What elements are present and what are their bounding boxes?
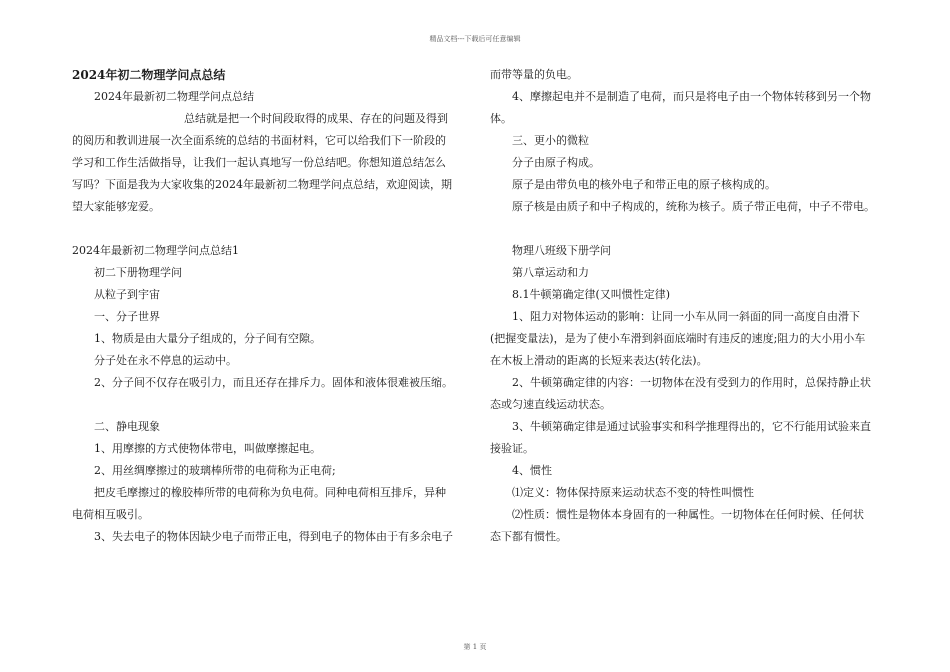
paragraph-line: 写吗？下面是我为大家收集的2024年最新初二物理学问点总结，欢迎阅读，期 — [72, 178, 452, 191]
spacer — [72, 218, 464, 240]
subsection-heading: 4、惯性 — [512, 464, 552, 477]
paragraph-line: 体。 — [490, 112, 512, 125]
paragraph-line: 分子由原子构成。 — [512, 156, 600, 169]
paragraph-line: 望大家能够宠爱。 — [72, 200, 160, 213]
paragraph-line: 2、分子间不仅存在吸引力，而且还存在排斥力。固体和液体很难被压缩。 — [94, 376, 453, 389]
paragraph-line: 在木板上滑动的距离的长短来表达(转化法)。 — [490, 354, 708, 367]
paragraph-line: 2、牛顿第确定律的内容：一切物体在没有受到力的作用时，总保持静止状 — [512, 376, 871, 389]
paragraph-line: ⑴定义：物体保持原来运动状态不变的特性叫惯性 — [512, 486, 754, 499]
paragraph-line: 原子核是由质子和中子构成的，统称为核子。质子带正电荷，中子不带电。 — [512, 200, 875, 213]
paragraph-line: 初二下册物理学问 — [94, 266, 182, 279]
paragraph-line: 而带等量的负电。 — [490, 68, 578, 81]
paragraph-line: 态或匀速直线运动状态。 — [490, 398, 611, 411]
paragraph-line: 4、摩擦起电并不是制造了电荷，而只是将电子由一个物体转移到另一个物 — [512, 90, 871, 103]
paragraph-line: ⑵性质：惯性是物体本身固有的一种属性。一切物体在任何时候、任何状 — [512, 508, 864, 521]
spacer — [72, 394, 464, 416]
subsection-heading: 三、更小的微粒 — [512, 134, 589, 147]
paragraph-line: 电荷相互吸引。 — [72, 508, 149, 521]
subsection-heading: 一、分子世界 — [94, 310, 160, 323]
paragraph-line: 原子是由带负电的核外电子和带正电的原子核构成的。 — [512, 178, 776, 191]
paragraph-line: 学习和工作生活做指导，让我们一起认真地写一份总结吧。你想知道总结怎么 — [72, 156, 446, 169]
paragraph-line: 态下都有惯性。 — [490, 530, 567, 543]
left-column — [72, 64, 464, 548]
paragraph-line: 的阅历和教训进展一次全面系统的总结的书面材料，它可以给我们下一阶段的 — [72, 134, 446, 147]
right-column — [490, 64, 882, 548]
subsection-heading: 8.1牛顿第确定律(又叫惯性定律) — [512, 288, 671, 301]
page-header: 精品文档---下载后可任意编辑 — [429, 35, 521, 43]
paragraph-line: 接验证。 — [490, 442, 534, 455]
paragraph-line: (把握变量法)，是为了使小车滑到斜面底端时有违反的速度;阻力的大小用小车 — [490, 332, 866, 345]
paragraph-line: 3、牛顿第确定律是通过试验事实和科学推理得出的，它不行能用试验来直 — [512, 420, 871, 433]
page-footer: 第 1 页 — [463, 643, 487, 651]
paragraph-line: 2、用丝绸摩擦过的玻璃棒所带的电荷称为正电荷; — [94, 464, 336, 477]
paragraph-line: 1、用摩擦的方式使物体带电，叫做摩擦起电。 — [94, 442, 321, 455]
section-heading: 2024年最新初二物理学问点总结1 — [72, 244, 239, 257]
section-heading: 物理八班级下册学问 — [512, 244, 611, 257]
paragraph-line: 从粒子到宇宙 — [94, 288, 160, 301]
paragraph-line: 分子处在永不停息的运动中。 — [94, 354, 237, 367]
paragraph-line: 把皮毛摩擦过的橡胶棒所带的电荷称为负电荷。同种电荷相互排斥，异种 — [94, 486, 446, 499]
chapter-heading: 第八章运动和力 — [512, 266, 589, 279]
paragraph-line: 3、失去电子的物体因缺少电子而带正电，得到电子的物体由于有多余电子 — [94, 530, 453, 543]
paragraph-line: 1、物质是由大量分子组成的，分子间有空隙。 — [94, 332, 321, 345]
paragraph-line: 总结就是把一个时间段取得的成果、存在的问题及得到 — [184, 112, 448, 125]
paragraph-line: 1、阻力对物体运动的影响：让同一小车从同一斜面的同一高度自由滑下 — [512, 310, 860, 323]
subtitle: 2024年最新初二物理学问点总结 — [94, 90, 254, 103]
document-title: 2024年初二物理学问点总结 — [72, 68, 226, 82]
spacer — [490, 218, 882, 240]
subsection-heading: 二、静电现象 — [94, 420, 160, 433]
